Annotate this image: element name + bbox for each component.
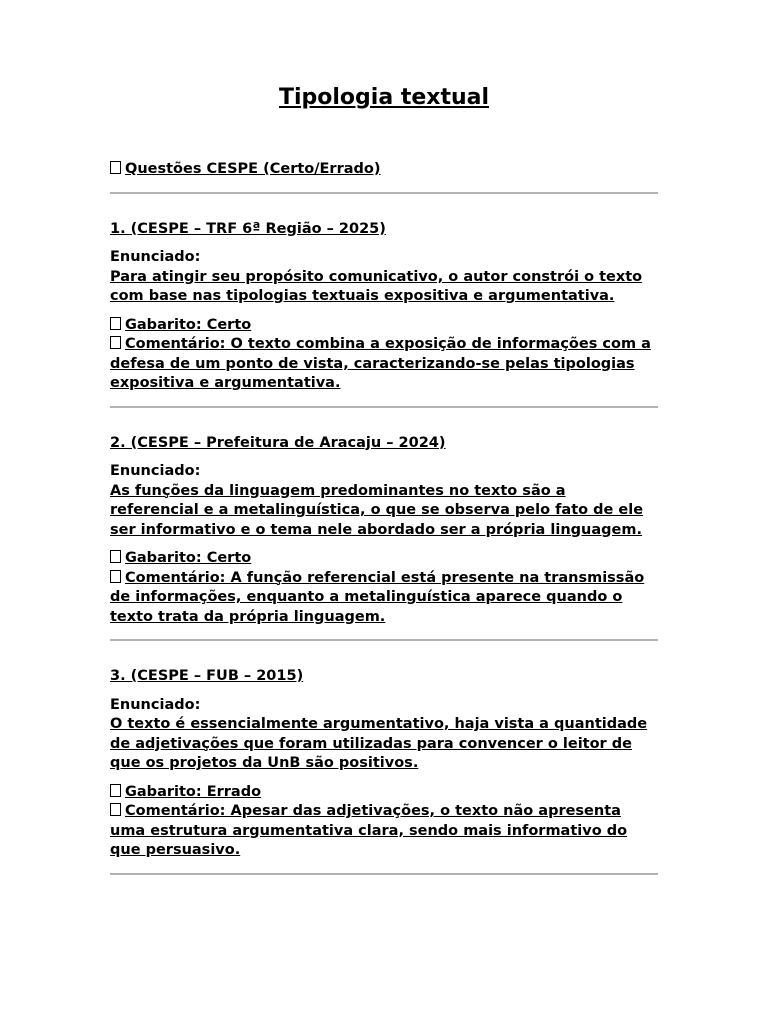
- checkbox-icon: [110, 784, 121, 797]
- document-title: Tipologia textual: [278, 85, 490, 110]
- answer-line: [110, 783, 658, 803]
- question-block: [110, 434, 658, 642]
- comment-text: Comentário: A função referencial está presente na transmissão de informações, enquanto a metalinguística aparece quando o texto trata da própria linguagem.: [110, 569, 645, 625]
- comment-text: Comentário: Apesar das adjetivações, o texto não apresenta uma estrutura argumentativa clara, sendo mais informativo do que persuasivo.: [110, 803, 628, 858]
- answer-line: [110, 549, 658, 569]
- statement-text: As funções da linguagem predominantes no texto são a referencial e a metalinguística, o que se observa pelo fato de ele ser informativo e o tema nele abordado ser a própria linguagem.: [110, 482, 644, 538]
- comment-line: [110, 802, 658, 861]
- comment-text: Comentário: O texto combina a exposição de informações com a defesa de um ponto de vista, caracterizando-se pelas tipologias expositiva e argumentativa.: [110, 336, 651, 391]
- comment-line: [110, 569, 658, 628]
- checkbox-icon: [110, 550, 121, 563]
- divider: [110, 873, 658, 875]
- document-body: [110, 160, 658, 875]
- question-block: [110, 667, 658, 875]
- statement-label: Enunciado:: [110, 696, 201, 713]
- question-header: 2. (CESPE – Prefeitura de Aracaju – 2024): [110, 434, 446, 451]
- comment-line: [110, 335, 658, 394]
- checkbox-icon: [110, 317, 121, 330]
- statement-text: Para atingir seu propósito comunicativo, o autor constrói o texto com base nas tipologias textuais expositiva e argumentativa.: [110, 268, 643, 304]
- statement-label: Enunciado:: [110, 249, 201, 265]
- checkbox-icon: [110, 336, 121, 349]
- statement-text: O texto é essencialmente argumentativo, haja vista a quantidade de adjetivações que foram utilizadas para convencer o leitor de que os projetos da UnB são positivos.: [110, 716, 648, 771]
- statement-label: Enunciado:: [110, 463, 201, 479]
- checkbox-icon: [110, 570, 121, 583]
- divider: [110, 639, 658, 641]
- answer-text: Gabarito: Certo: [125, 550, 252, 566]
- section-subtitle: [110, 160, 658, 180]
- answer-line: [110, 316, 658, 336]
- question-header: 3. (CESPE – FUB – 2015): [110, 668, 304, 684]
- divider: [110, 406, 658, 408]
- divider: [110, 192, 658, 194]
- question-header: 1. (CESPE – TRF 6ª Região – 2025): [110, 220, 386, 237]
- checkbox-icon: [110, 803, 121, 816]
- checkbox-icon: [110, 161, 121, 174]
- answer-text: Gabarito: Errado: [125, 783, 262, 800]
- answer-text: Gabarito: Certo: [125, 316, 252, 333]
- subtitle-text: Questões CESPE (Certo/Errado): [125, 161, 381, 177]
- question-block: [110, 220, 658, 408]
